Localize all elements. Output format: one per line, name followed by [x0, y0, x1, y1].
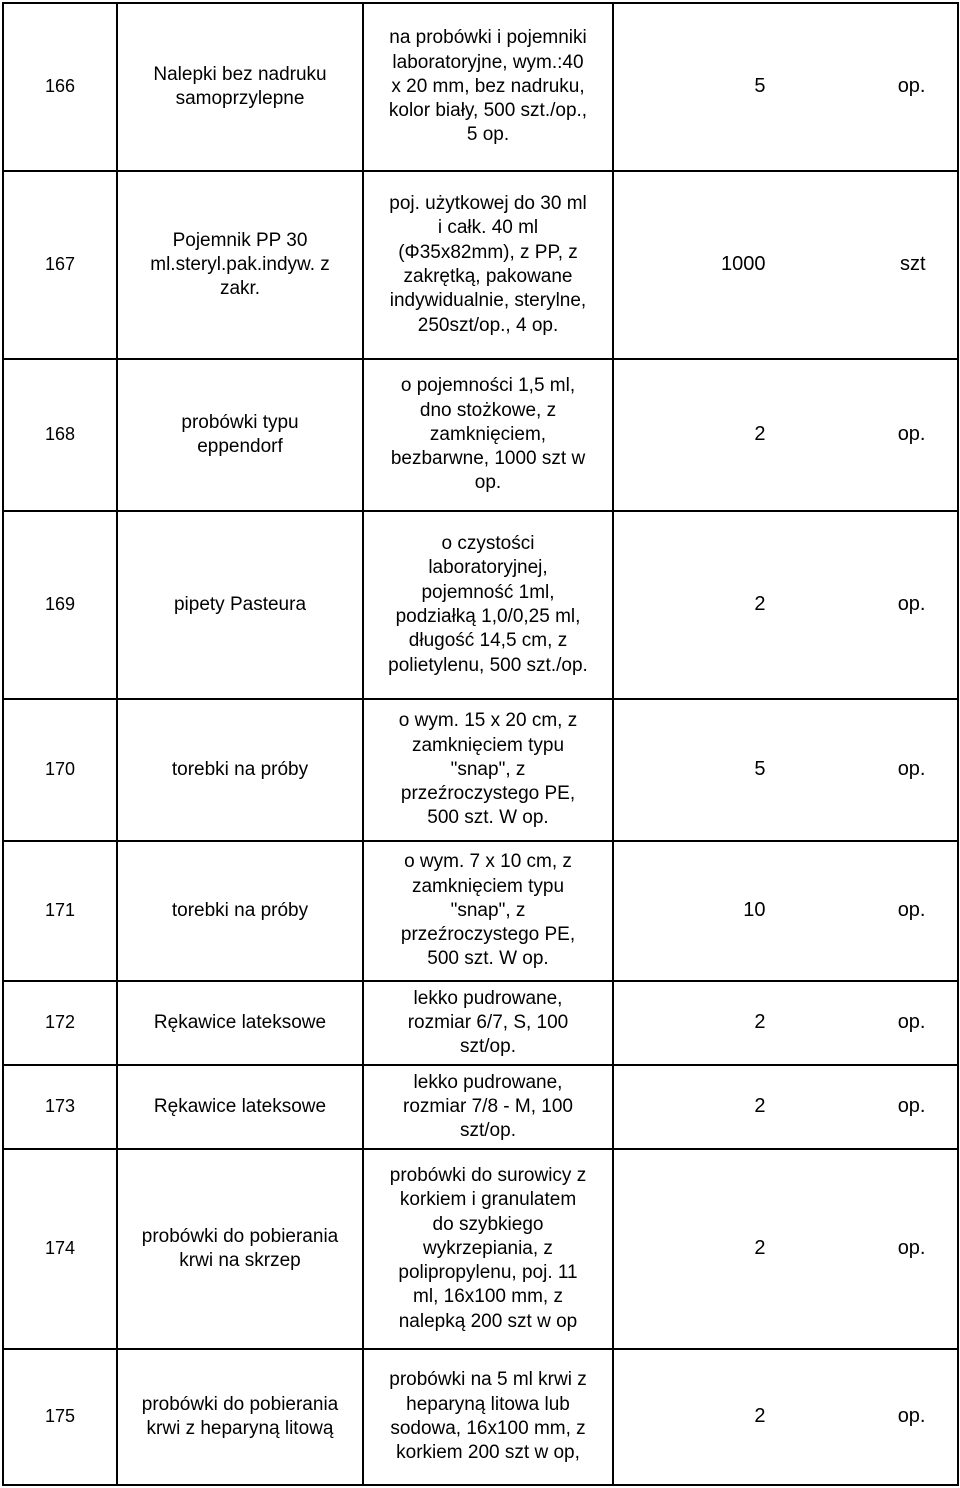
item-quantity-unit: szt [899, 253, 926, 276]
item-description-line: zamknięciem typu [411, 734, 565, 756]
item-quantity-cell [613, 841, 958, 981]
item-quantity-cell [613, 1149, 958, 1349]
item-quantity-cell [613, 1349, 958, 1485]
item-description-cell [363, 171, 613, 359]
item-description-line: 5 op. [466, 124, 510, 146]
item-description-line: i całk. 40 ml [437, 217, 539, 239]
item-description-line: "snap", z [450, 758, 526, 780]
item-number: 174 [44, 1238, 76, 1259]
item-number-cell [3, 699, 117, 841]
item-description-line: kolor biały, 500 szt./op., [388, 100, 588, 122]
item-name-cell [117, 841, 363, 981]
item-name-line: torebki na próby [171, 899, 309, 921]
item-name-line: Rękawice lateksowe [153, 1095, 327, 1117]
item-description-line: laboratoryjnej, [428, 557, 548, 579]
item-name-line: torebki na próby [171, 758, 309, 780]
item-description-cell [363, 3, 613, 171]
item-description-line: nalepką 200 szt w op [398, 1310, 578, 1332]
item-number: 175 [44, 1406, 76, 1427]
item-description-line: o czystości [441, 533, 535, 555]
item-name-line: Nalepki bez nadruku [153, 63, 327, 85]
item-number-cell [3, 841, 117, 981]
item-description-line: ml, 16x100 mm, z [413, 1286, 563, 1308]
item-quantity-unit: op. [897, 1237, 926, 1260]
item-description-line: korkiem 200 szt w op, [396, 1442, 580, 1464]
item-description-line: 250szt/op., 4 op. [417, 314, 559, 336]
item-number: 169 [44, 594, 76, 615]
item-quantity-unit: op. [897, 1095, 926, 1118]
table-row [3, 981, 958, 1065]
item-description-line: x 20 mm, bez nadruku, [391, 75, 585, 97]
item-quantity-cell [613, 699, 958, 841]
item-number-cell [3, 981, 117, 1065]
item-name-line: zakr. [219, 278, 261, 300]
item-quantity-value: 2 [754, 1237, 766, 1260]
item-name-cell [117, 699, 363, 841]
item-quantity-cell [613, 1065, 958, 1149]
item-name-cell [117, 1149, 363, 1349]
item-name-line: pipety Pasteura [173, 593, 307, 615]
item-quantity-value: 5 [754, 758, 766, 781]
item-number-cell [3, 1065, 117, 1149]
table-row [3, 359, 958, 511]
table-row [3, 1349, 958, 1485]
item-description-line: lekko pudrowane, [413, 987, 563, 1009]
item-name-line: probówki do pobierania [141, 1225, 339, 1247]
item-description-line: podziałką 1,0/0,25 ml, [395, 606, 581, 627]
item-quantity-cell [613, 359, 958, 511]
item-quantity-cell [613, 511, 958, 699]
item-description-cell [363, 699, 613, 841]
item-description-line: pojemność 1ml, [421, 581, 555, 603]
item-description-line: probówki do surowicy z [389, 1164, 587, 1186]
item-name-cell [117, 1065, 363, 1149]
item-description-line: probówki na 5 ml krwi z [389, 1369, 587, 1391]
item-name-line: eppendorf [197, 436, 283, 457]
item-description-line: (Φ35x82mm), z PP, z [398, 241, 578, 263]
item-number: 166 [44, 76, 76, 97]
item-description-line: polietylenu, 500 szt./op. [388, 654, 588, 676]
item-description-line: rozmiar 7/8 - M, 100 [403, 1095, 573, 1117]
item-name-cell [117, 171, 363, 359]
table-row [3, 3, 958, 171]
item-quantity-unit: op. [897, 1405, 926, 1428]
item-description-line: zamknięciem, [429, 423, 547, 445]
table-row [3, 511, 958, 699]
item-description-line: korkiem i granulatem [399, 1189, 577, 1211]
item-name-cell [117, 359, 363, 511]
item-description-line: o wym. 7 x 10 cm, z [404, 851, 572, 873]
item-quantity-value: 2 [754, 593, 766, 616]
item-quantity-value: 2 [754, 1095, 766, 1118]
items-table [2, 2, 959, 1486]
item-description-line: przeźroczystego PE, [400, 783, 576, 805]
item-name-line: probówki typu [181, 411, 299, 433]
item-description-line: 500 szt. W op. [427, 807, 549, 829]
item-description-line: polipropylenu, poj. 11 [398, 1262, 578, 1284]
item-quantity-cell [613, 981, 958, 1065]
item-name-cell [117, 981, 363, 1065]
item-description-line: poj. użytkowej do 30 ml [389, 193, 587, 215]
item-number-cell [3, 3, 117, 171]
item-name-line: samoprzylepne [175, 88, 305, 109]
item-description-cell [363, 981, 613, 1065]
item-description-line: op. [474, 472, 502, 494]
item-number: 171 [44, 900, 76, 921]
table-row [3, 171, 958, 359]
item-description-line: szt/op. [460, 1120, 516, 1142]
item-description-line: długość 14,5 cm, z [408, 630, 568, 652]
item-name-cell [117, 3, 363, 171]
item-number: 173 [44, 1096, 76, 1117]
item-description-line: 500 szt. W op. [427, 948, 549, 970]
item-number-cell [3, 359, 117, 511]
item-number-cell [3, 1349, 117, 1485]
item-number: 172 [44, 1012, 76, 1033]
item-number-cell [3, 171, 117, 359]
item-quantity-value: 2 [754, 423, 766, 446]
item-quantity-cell [613, 171, 958, 359]
item-name-line: krwi z heparyną litową [146, 1418, 334, 1439]
item-quantity-cell [613, 3, 958, 171]
item-description-cell [363, 1065, 613, 1149]
item-description-line: rozmiar 6/7, S, 100 [407, 1011, 569, 1033]
item-name-cell [117, 511, 363, 699]
item-description-line: lekko pudrowane, [413, 1071, 563, 1093]
table-row [3, 699, 958, 841]
item-description-cell [363, 359, 613, 511]
item-name-line: Pojemnik PP 30 [172, 229, 308, 251]
item-description-cell [363, 841, 613, 981]
item-description-line: dno stożkowe, z [419, 399, 557, 421]
item-description-line: wykrzepiania, z [423, 1237, 553, 1259]
item-quantity-unit: op. [897, 758, 926, 781]
item-quantity-unit: op. [897, 593, 926, 616]
item-quantity-unit: op. [897, 75, 926, 98]
item-description-line: na probówki i pojemniki [389, 27, 587, 49]
item-description-cell [363, 1149, 613, 1349]
item-description-cell [363, 1349, 613, 1485]
item-description-line: o pojemności 1,5 ml, [400, 375, 576, 397]
item-quantity-value: 10 [743, 899, 766, 922]
item-description-line: do szybkiego [432, 1213, 544, 1235]
item-number-cell [3, 1149, 117, 1349]
item-number: 167 [44, 254, 76, 275]
table-row [3, 1149, 958, 1349]
item-quantity-value: 2 [754, 1405, 766, 1428]
item-quantity-value: 2 [754, 1011, 766, 1034]
item-description-cell [363, 511, 613, 699]
item-name-line: probówki do pobierania [141, 1393, 339, 1415]
item-quantity-unit: op. [897, 899, 926, 922]
item-description-line: bezbarwne, 1000 szt w [390, 448, 586, 470]
item-name-line: Rękawice lateksowe [153, 1011, 327, 1033]
table-row [3, 1065, 958, 1149]
item-description-line: przeźroczystego PE, [400, 924, 576, 946]
item-description-line: sodowa, 16x100 mm, z [390, 1418, 586, 1439]
item-quantity-unit: op. [897, 1011, 926, 1034]
item-name-line: ml.steryl.pak.indyw. z [150, 253, 330, 275]
item-description-line: "snap", z [450, 899, 526, 921]
item-description-line: indywidualnie, sterylne, [389, 290, 587, 312]
item-quantity-unit: op. [897, 423, 926, 446]
table-row [3, 841, 958, 981]
item-number-cell [3, 511, 117, 699]
items-table-body [3, 3, 958, 1485]
item-description-line: zakrętką, pakowane [403, 266, 573, 287]
item-description-line: szt/op. [460, 1036, 516, 1058]
item-description-line: heparyną litowa lub [406, 1393, 570, 1415]
item-quantity-value: 1000 [721, 253, 766, 276]
item-description-line: zamknięciem typu [411, 875, 565, 897]
item-number: 170 [44, 759, 76, 780]
item-quantity-value: 5 [754, 75, 766, 98]
item-description-line: laboratoryjne, wym.:40 [392, 51, 584, 73]
item-name-line: krwi na skrzep [179, 1250, 301, 1271]
item-description-line: o wym. 15 x 20 cm, z [398, 710, 578, 732]
item-name-cell [117, 1349, 363, 1485]
item-number: 168 [44, 424, 76, 445]
